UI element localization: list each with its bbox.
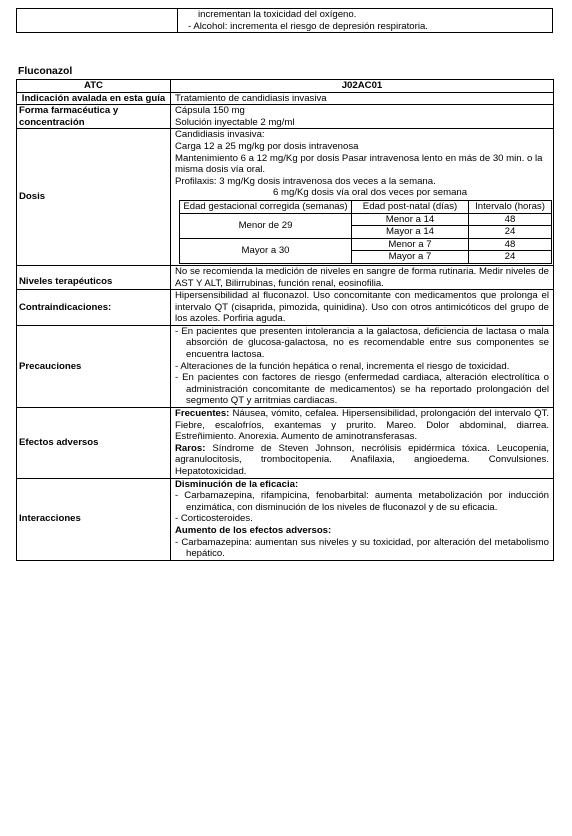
- interval-cell: 24: [469, 226, 552, 239]
- precaucion-item: - En pacientes que presenten intolerancia a la galactosa, deficiencia de lactasa o mala absorción de glucosa-galactosa, no es recomendable entre sus componentes se encuentra lactosa.: [175, 325, 549, 361]
- interacciones-label: Interacciones: [17, 478, 171, 560]
- forma-row: [17, 105, 554, 129]
- aumento-title: Aumento de los efectos adversos:: [175, 524, 332, 536]
- niveles-label: Niveles terapéuticos: [17, 265, 171, 289]
- gestational-age-cell: Mayor a 30: [180, 238, 352, 263]
- drug-name-heading: Fluconazol: [18, 66, 73, 77]
- empty-label-cell: [17, 9, 178, 33]
- indicacion-text: Tratamiento de candidiasis invasiva: [171, 92, 554, 105]
- forma-line-1: Cápsula 150 mg: [175, 105, 245, 117]
- dosing-interval-table: [179, 200, 552, 264]
- contraindicaciones-text: Hipersensibilidad al fluconazol. Uso concomitante con medicamentos que prolonga el intervalo QT (cisaprida, pimozida, quinidina). Uso con otros antimicóticos del grupo de los azoles. Porfiria aguda.: [171, 290, 554, 326]
- previous-interactions-cell: [178, 9, 553, 33]
- interval-cell: 48: [469, 213, 552, 226]
- precaucion-item: - En pacientes con factores de riesgo (enfermedad cardiaca, alteración electrolítica o administración concomitante de medicamentos) se ha reportado prolongación del segmento QT y arritmias cardiacas.: [175, 372, 549, 407]
- forma-line-2: Solución inyectable 2 mg/ml: [175, 116, 295, 128]
- dosis-line-3: Profilaxis: 3 mg/Kg dosis intravenosa dos veces a la semana.: [175, 175, 436, 187]
- postnatal-age-cell: Menor a 14: [352, 213, 469, 226]
- precaucion-item: - Alteraciones de la función hepática o renal, incrementa el riesgo de toxicidad.: [175, 360, 510, 372]
- raros-label: Raros:: [175, 442, 206, 454]
- frecuentes-label: Frecuentes:: [175, 408, 230, 420]
- efectos-adversos-label: Efectos adversos: [17, 408, 171, 479]
- interaccion-item: - Corticosteroides.: [175, 513, 253, 525]
- col-header-postnatal-age: Edad post-natal (días): [352, 200, 469, 213]
- drug-monograph-table: [16, 79, 554, 561]
- interaccion-item: - Carbamazepina: aumentan sus niveles y su toxicidad, por alteración del metabolismo hepático.: [175, 536, 549, 560]
- frecuentes-text: Náusea, vómito, cefalea. Hipersensibilidad, prolongación del intervalo QT. Fiebre, escalofríos, exantemas y prurito. Mareo. Dolor abdominal, diarrea. Estreñimiento. Anorexia. Aumento de aminotransferasas.: [175, 408, 549, 443]
- forma-content: [171, 105, 554, 129]
- precauciones-content: [171, 325, 554, 407]
- dosis-label: Dosis: [17, 129, 171, 266]
- contraindicaciones-label: Contraindicaciones:: [17, 290, 171, 326]
- indicacion-label: Indicación avalada en esta guía: [17, 92, 171, 105]
- raros-paragraph: [175, 443, 549, 478]
- previous-line-1: incrementan la toxicidad del oxígeno.: [198, 9, 357, 20]
- interval-cell: 48: [469, 238, 552, 251]
- dosis-line-2: Mantenimiento 6 a 12 mg/Kg por dosis Pasar intravenosa lento en más de 30 min. o la misma dosis vía oral.: [175, 152, 543, 176]
- postnatal-age-cell: Mayor a 14: [352, 226, 469, 239]
- dosis-line-1: Carga 12 a 25 mg/kg por dosis intravenosa: [175, 140, 359, 152]
- dosis-title: Candidiasis invasiva:: [175, 129, 265, 141]
- efectos-adversos-content: [171, 408, 554, 479]
- precauciones-row: [17, 325, 554, 407]
- gestational-age-cell: Menor de 29: [180, 213, 352, 238]
- col-header-gestational-age: Edad gestacional corregida (semanas): [180, 200, 352, 213]
- efectos-adversos-row: [17, 408, 554, 479]
- interval-cell: 24: [469, 251, 552, 264]
- disminucion-title: Disminución de la eficacia:: [175, 478, 299, 490]
- dosis-row: [17, 129, 554, 266]
- dosis-line-4: 6 mg/Kg dosis vía oral dos veces por semana: [273, 187, 468, 199]
- postnatal-age-cell: Mayor a 7: [352, 251, 469, 264]
- precauciones-label: Precauciones: [17, 325, 171, 407]
- interaccion-item: - Carbamazepina, rifampicina, fenobarbital: aumenta metabolización por inducción enzimática, con disminución de los niveles de fluconazol y de su eficacia.: [175, 490, 549, 513]
- forma-label: Forma farmacéutica y concentración: [17, 105, 171, 129]
- previous-line-2: - Alcohol: incrementa el riesgo de depresión respiratoria.: [188, 20, 428, 32]
- postnatal-age-cell: Menor a 7: [352, 238, 469, 251]
- atc-header: ATC: [17, 80, 171, 93]
- dosis-content: [171, 129, 554, 266]
- indicacion-row: [17, 92, 554, 105]
- raros-text: Síndrome de Steven Johnson, necrólisis epidérmica tóxica. Leucopenia, agranulocitosis, trombocitopenia. Anafilaxia, angioedema. Convulsiones. Hepatotoxicidad.: [175, 442, 549, 477]
- previous-drug-table-end: [16, 8, 553, 33]
- col-header-interval: Intervalo (horas): [469, 200, 552, 213]
- niveles-row: [17, 265, 554, 289]
- atc-row: [17, 80, 554, 93]
- contraindicaciones-row: [17, 290, 554, 326]
- niveles-text: No se recomienda la medición de niveles en sangre de forma rutinaria. Medir niveles de AST Y ALT, Bilirrubinas, función renal, eosinofilia.: [171, 265, 554, 289]
- interacciones-row: [17, 478, 554, 560]
- atc-code: J02AC01: [171, 80, 554, 93]
- interacciones-content: [171, 478, 554, 560]
- frecuentes-paragraph: [175, 408, 549, 443]
